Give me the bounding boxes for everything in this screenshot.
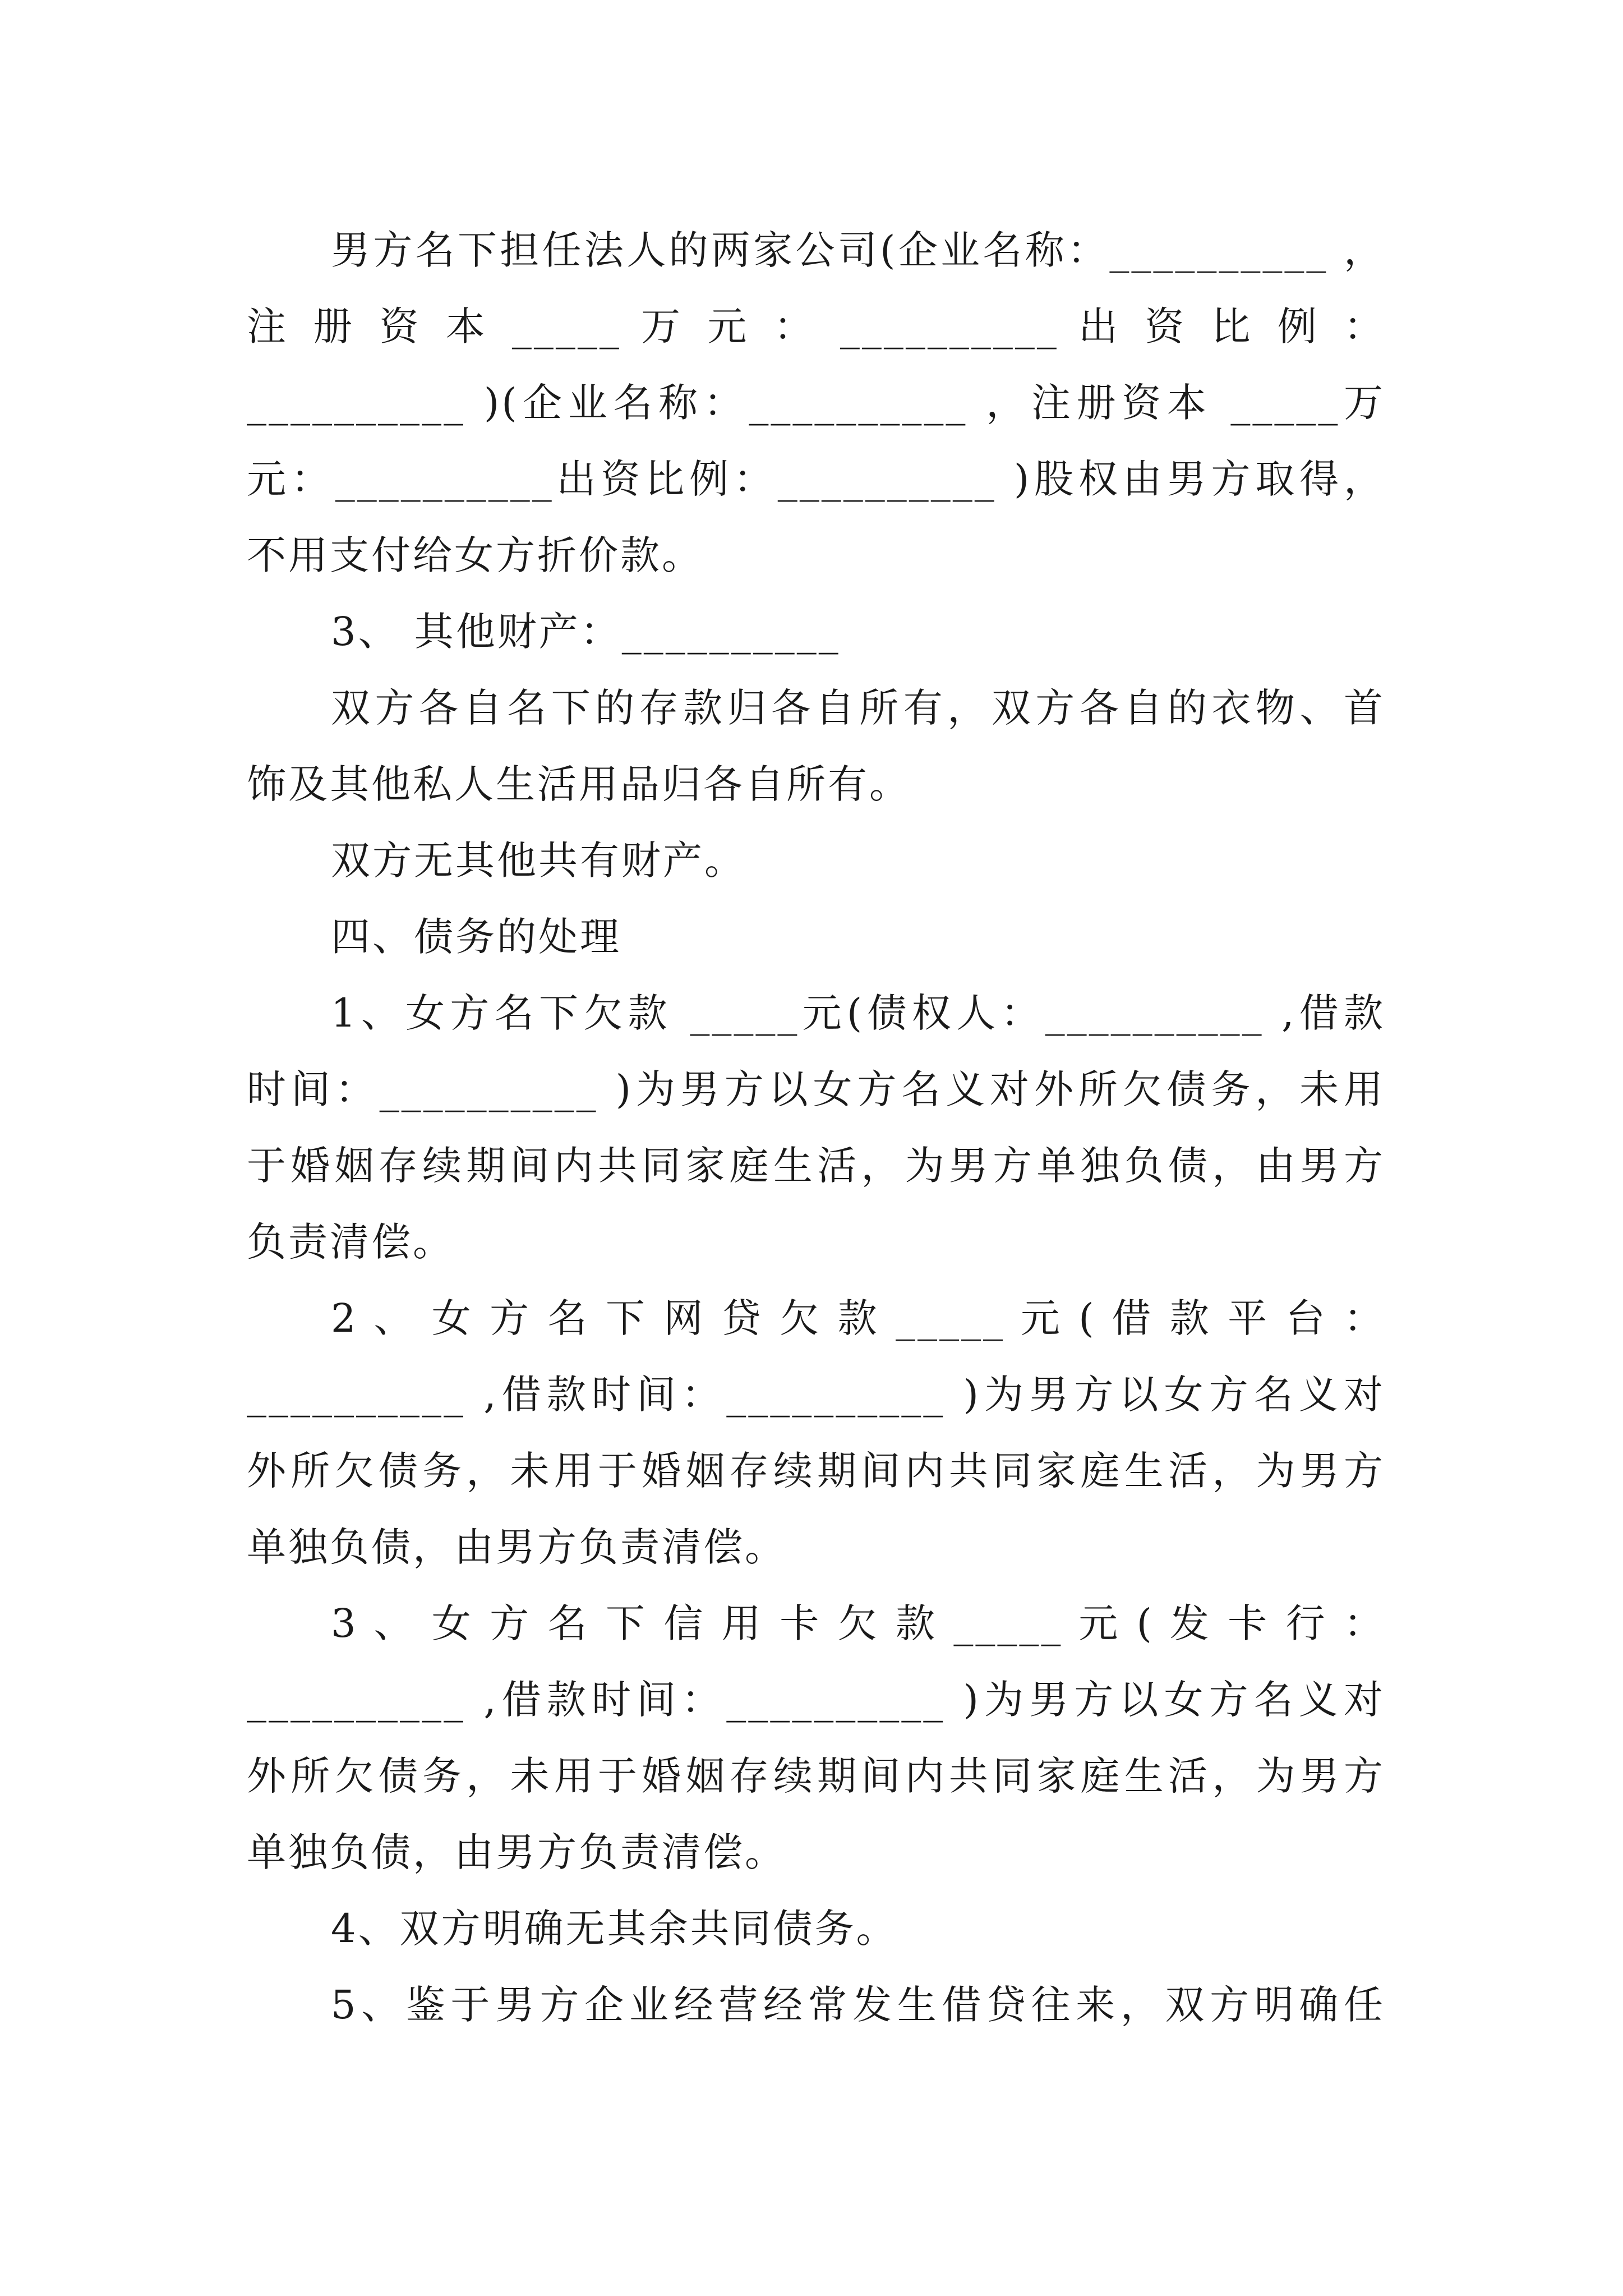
- text-line: 元：__________出资比例：__________ )股权由男方取得，: [247, 456, 1385, 502]
- text-line: 5、鉴于男方企业经营经常发生借贷往来，双方明确任: [331, 1982, 1385, 2028]
- text-line: __________ ,借款时间：__________ )为男方以女方名义对: [247, 1677, 1385, 1723]
- text-line: 不用支付给女方折价款。: [247, 532, 703, 578]
- text-line: 单独负债，由男方负责清偿。: [247, 1829, 786, 1875]
- text-line: 4、双方明确无其余共同债务。: [331, 1906, 898, 1952]
- text-line: 2 、 女 方 名 下 网 贷 欠 款 _____ 元 ( 借 款 平 台 ：: [331, 1295, 1385, 1341]
- text-line: 饰及其他私人生活用品归各自所有。: [247, 761, 911, 807]
- text-line: 于婚姻存续期间内共同家庭生活，为男方单独负债，由男方: [247, 1143, 1385, 1189]
- text-line: 双方无其他共有财产。: [331, 838, 746, 884]
- text-line: __________ )(企业名称：__________ ，注册资本 _____万: [247, 380, 1385, 426]
- text-line: 男方名下担任法人的两家公司(企业名称：__________ ，: [331, 227, 1385, 273]
- text-line: 外所欠债务，未用于婚姻存续期间内共同家庭生活，为男方: [247, 1753, 1385, 1799]
- text-line: 双方各自名下的存款归各自所有，双方各自的衣物、首: [331, 685, 1385, 731]
- text-line: 单独负债，由男方负责清偿。: [247, 1524, 786, 1570]
- text-line: 3、 其他财产：__________: [331, 609, 841, 655]
- text-line: 3 、 女 方 名 下 信 用 卡 欠 款 _____ 元 ( 发 卡 行 ：: [331, 1600, 1385, 1646]
- section-heading: 四、债务的处理: [331, 914, 621, 960]
- text-line: __________ ,借款时间：__________ )为男方以女方名义对: [247, 1372, 1385, 1418]
- text-line: 注 册 资 本 _____ 万 元 ： __________ 出 资 比 例 ：: [247, 303, 1385, 349]
- text-line: 负责清偿。: [247, 1219, 454, 1265]
- text-line: 时间：__________ )为男方以女方名义对外所欠债务，未用: [247, 1066, 1385, 1112]
- text-line: 1、女方名下欠款 _____元(债权人：__________ ,借款: [331, 990, 1385, 1036]
- text-line: 外所欠债务，未用于婚姻存续期间内共同家庭生活，为男方: [247, 1448, 1385, 1494]
